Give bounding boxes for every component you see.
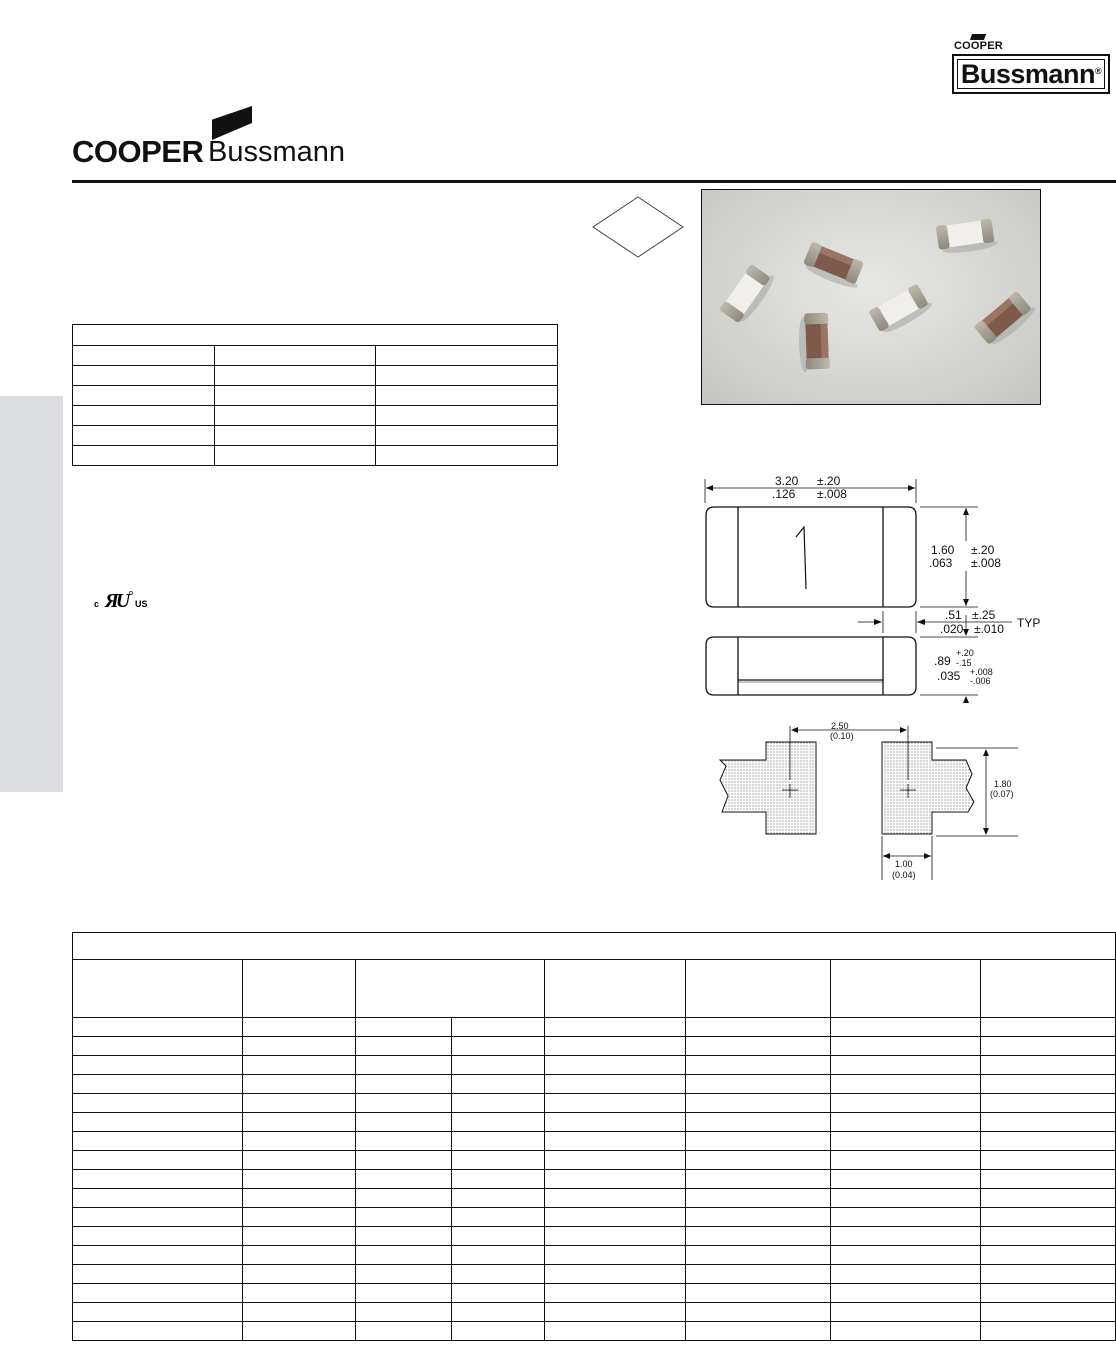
- table-cell: [686, 1037, 831, 1056]
- ul-us-text: US: [135, 599, 148, 609]
- table-cell: [686, 1132, 831, 1151]
- length-mm-tol: ±.20: [817, 475, 841, 488]
- column-header: [73, 960, 243, 1018]
- table-cell: [981, 1189, 1116, 1208]
- table-cell: [545, 1018, 686, 1037]
- table-row: [73, 1227, 1116, 1246]
- table-cell: [356, 1246, 452, 1265]
- table-header-cell: [73, 325, 558, 346]
- table-cell: [356, 1094, 452, 1113]
- table-cell: [243, 1151, 356, 1170]
- table-cell: [831, 1303, 981, 1322]
- table-cell: [686, 1113, 831, 1132]
- logo-cooper-text: COOPER: [72, 134, 204, 169]
- table-cell: [73, 1208, 243, 1227]
- pad-layout-drawing: [716, 718, 1026, 884]
- badge-bussmann-text: Bussmann: [960, 58, 1095, 89]
- table-row: [73, 1113, 1116, 1132]
- table-cell: [73, 1151, 243, 1170]
- table-cell: [356, 1151, 452, 1170]
- table-cell: [686, 1265, 831, 1284]
- length-in: .126: [772, 487, 796, 501]
- table-cell: [73, 1303, 243, 1322]
- table-cell: [356, 1227, 452, 1246]
- height-in: .035: [937, 669, 961, 683]
- table-cell: [243, 1265, 356, 1284]
- terminal-in: .020: [940, 622, 964, 636]
- table-row: [73, 366, 558, 386]
- table-cell: [356, 1208, 452, 1227]
- table-cell: [376, 346, 558, 366]
- table-cell: [831, 1018, 981, 1037]
- table-cell: [831, 1322, 981, 1341]
- table-cell: [686, 1227, 831, 1246]
- table-cell: [452, 1094, 545, 1113]
- pad-spacing-in: (0.10): [830, 731, 854, 741]
- table-cell: [452, 1056, 545, 1075]
- table-row: [73, 1037, 1116, 1056]
- table-header-row: [73, 325, 558, 346]
- table-cell: [981, 1037, 1116, 1056]
- table-cell: [73, 426, 215, 446]
- table-cell: [686, 1151, 831, 1170]
- table-row: [73, 426, 558, 446]
- table-cell: [356, 1037, 452, 1056]
- pad-height-in: (0.07): [990, 789, 1014, 799]
- table-cell: [452, 1303, 545, 1322]
- column-header: [831, 960, 981, 1018]
- table-cell: [452, 1132, 545, 1151]
- table-cell: [73, 406, 215, 426]
- table-cell: [545, 1303, 686, 1322]
- table-cell: [452, 1170, 545, 1189]
- table-cell: [831, 1113, 981, 1132]
- table-cell: [452, 1322, 545, 1341]
- table-cell: [686, 1075, 831, 1094]
- table-cell: [243, 1075, 356, 1094]
- table-cell: [356, 1322, 452, 1341]
- table-cell: [376, 386, 558, 406]
- table-cell: [73, 1094, 243, 1113]
- table-cell: [376, 426, 558, 446]
- table-cell: [215, 366, 376, 386]
- table-row: [73, 1151, 1116, 1170]
- table-cell: [686, 1094, 831, 1113]
- table-cell: [981, 1284, 1116, 1303]
- badge-inner: [957, 59, 1105, 89]
- table-cell: [831, 1208, 981, 1227]
- table-cell: [981, 1056, 1116, 1075]
- table-cell: [452, 1189, 545, 1208]
- diamond-marker-icon: [592, 196, 684, 258]
- table-cell: [452, 1151, 545, 1170]
- table-cell: [981, 1303, 1116, 1322]
- table-row: [73, 1189, 1116, 1208]
- table-header-row: [73, 960, 1116, 1018]
- specifications-table: [72, 324, 558, 466]
- table-cell: [686, 1284, 831, 1303]
- table-cell: [545, 1151, 686, 1170]
- table-cell: [686, 1170, 831, 1189]
- header-rule: [72, 180, 1116, 183]
- table-row: [73, 1075, 1116, 1094]
- ul-c-text: c: [94, 599, 100, 609]
- table-cell: [831, 1132, 981, 1151]
- table-row: [73, 1208, 1116, 1227]
- table-cell: [452, 1284, 545, 1303]
- table-cell: [981, 1322, 1116, 1341]
- table-cell: [356, 1132, 452, 1151]
- table-cell: [545, 1037, 686, 1056]
- table-cell: [243, 1056, 356, 1075]
- table-cell: [981, 1018, 1116, 1037]
- badge-box: [952, 54, 1110, 94]
- table-cell: [73, 1056, 243, 1075]
- table-row: [73, 1322, 1116, 1341]
- product-photo: [701, 189, 1041, 405]
- table-cell: [215, 346, 376, 366]
- table-cell: [356, 1189, 452, 1208]
- table-cell: [356, 1170, 452, 1189]
- table-cell: [981, 1132, 1116, 1151]
- table-cell: [831, 1189, 981, 1208]
- length-mm: 3.20: [775, 475, 799, 488]
- table-cell: [356, 1113, 452, 1132]
- height-mm: .89: [934, 654, 951, 668]
- width-in-tol: ±.008: [971, 556, 1001, 570]
- table-cell: [73, 1246, 243, 1265]
- table-cell: [73, 446, 215, 466]
- table-cell: [73, 1132, 243, 1151]
- table-cell: [243, 1303, 356, 1322]
- table-cell: [243, 1189, 356, 1208]
- table-cell: [452, 1246, 545, 1265]
- table-cell: [545, 1056, 686, 1075]
- table-cell: [243, 1208, 356, 1227]
- table-cell: [686, 1208, 831, 1227]
- table-cell: [831, 1094, 981, 1113]
- height-in-tol-minus: -.006: [970, 676, 991, 686]
- table-cell: [981, 1246, 1116, 1265]
- table-cell: [452, 1037, 545, 1056]
- logo-slash-mark: [212, 106, 252, 140]
- table-cell: [452, 1113, 545, 1132]
- table-title-row: [73, 933, 1116, 960]
- table-row: [73, 346, 558, 366]
- table-cell: [452, 1227, 545, 1246]
- length-in-tol: ±.008: [817, 487, 847, 501]
- table-cell: [73, 1284, 243, 1303]
- table-cell: [545, 1284, 686, 1303]
- table-cell: [831, 1037, 981, 1056]
- table-cell: [545, 1322, 686, 1341]
- table-cell: [215, 426, 376, 446]
- table-cell: [452, 1018, 545, 1037]
- column-header: [356, 960, 545, 1018]
- table-row: [73, 1303, 1116, 1322]
- table-cell: [73, 346, 215, 366]
- table-cell: [545, 1189, 686, 1208]
- table-cell: [452, 1075, 545, 1094]
- table-cell: [215, 386, 376, 406]
- table-cell: [452, 1265, 545, 1284]
- table-row: [73, 446, 558, 466]
- bussmann-badge-logo: [952, 40, 1112, 96]
- table-cell: [356, 1018, 452, 1037]
- table-cell: [545, 1094, 686, 1113]
- table-cell: [545, 1113, 686, 1132]
- column-header: [545, 960, 686, 1018]
- table-cell: [545, 1265, 686, 1284]
- table-cell: [243, 1132, 356, 1151]
- table-cell: [686, 1189, 831, 1208]
- table-cell: [73, 1189, 243, 1208]
- table-row: [73, 1132, 1116, 1151]
- terminal-in-tol: ±.010: [974, 622, 1004, 636]
- table-row: [73, 1094, 1116, 1113]
- table-cell: [243, 1113, 356, 1132]
- table-cell: [73, 1113, 243, 1132]
- width-in: .063: [929, 556, 953, 570]
- table-cell: [73, 1322, 243, 1341]
- table-cell: [73, 1037, 243, 1056]
- table-cell: [73, 1018, 243, 1037]
- pad-width-in: (0.04): [892, 870, 916, 880]
- column-header: [243, 960, 356, 1018]
- height-in-tol-plus: +.008: [970, 667, 993, 677]
- table-cell: [686, 1303, 831, 1322]
- table-cell: [981, 1094, 1116, 1113]
- terminal-typ: TYP: [1017, 616, 1041, 630]
- table-row: [73, 1265, 1116, 1284]
- cooper-bussmann-logo: [72, 104, 372, 168]
- ul-recognized-icon: [93, 588, 157, 612]
- table-cell: [981, 1265, 1116, 1284]
- table-cell: [243, 1322, 356, 1341]
- table-cell: [981, 1113, 1116, 1132]
- table-cell: [981, 1151, 1116, 1170]
- height-mm-tol-minus: -.15: [956, 658, 972, 668]
- table-cell: [831, 1284, 981, 1303]
- badge-cooper-text: COOPER: [954, 40, 1003, 52]
- badge-registered-mark: ®: [1094, 66, 1102, 76]
- table-cell: [243, 1246, 356, 1265]
- table-cell: [452, 1208, 545, 1227]
- table-cell: [356, 1075, 452, 1094]
- column-header: [686, 960, 831, 1018]
- table-cell: [981, 1075, 1116, 1094]
- table-title-cell: [73, 933, 1116, 960]
- logo-bussmann-text: Bussmann: [208, 136, 346, 168]
- table-cell: [686, 1056, 831, 1075]
- pad-width-mm: 1.00: [895, 859, 913, 869]
- table-cell: [981, 1208, 1116, 1227]
- table-cell: [73, 1265, 243, 1284]
- table-cell: [981, 1227, 1116, 1246]
- table-cell: [831, 1246, 981, 1265]
- table-cell: [73, 1227, 243, 1246]
- table-cell: [356, 1303, 452, 1322]
- table-cell: [981, 1170, 1116, 1189]
- table-row: [73, 1056, 1116, 1075]
- table-cell: [243, 1094, 356, 1113]
- terminal-mm-tol: ±.25: [972, 608, 996, 622]
- smd-fuse-chips-image: [702, 190, 1041, 405]
- table-row: [73, 1018, 1116, 1037]
- table-cell: [831, 1075, 981, 1094]
- pad-spacing-mm: 2.50: [831, 721, 849, 731]
- table-cell: [215, 406, 376, 426]
- width-mm: 1.60: [931, 543, 955, 557]
- table-cell: [243, 1018, 356, 1037]
- table-cell: [831, 1056, 981, 1075]
- width-mm-tol: ±.20: [971, 543, 995, 557]
- table-cell: [831, 1227, 981, 1246]
- table-cell: [831, 1151, 981, 1170]
- table-cell: [73, 1075, 243, 1094]
- svg-text:ЯU: ЯU: [105, 590, 128, 612]
- catalog-numbers-table: [72, 932, 1116, 1341]
- table-cell: [73, 386, 215, 406]
- table-cell: [831, 1265, 981, 1284]
- table-cell: [686, 1322, 831, 1341]
- table-cell: [686, 1018, 831, 1037]
- table-cell: [376, 446, 558, 466]
- table-cell: [356, 1056, 452, 1075]
- table-cell: [243, 1227, 356, 1246]
- table-row: [73, 1170, 1116, 1189]
- table-cell: [215, 446, 376, 466]
- table-cell: [73, 366, 215, 386]
- column-header: [981, 960, 1116, 1018]
- pad-height-mm: 1.80: [994, 779, 1012, 789]
- table-cell: [243, 1170, 356, 1189]
- table-row: [73, 406, 558, 426]
- table-cell: [686, 1246, 831, 1265]
- table-cell: [545, 1170, 686, 1189]
- table-row: [73, 386, 558, 406]
- table-cell: [545, 1208, 686, 1227]
- table-cell: [376, 406, 558, 426]
- table-cell: [545, 1246, 686, 1265]
- table-cell: [243, 1284, 356, 1303]
- terminal-mm: .51: [945, 608, 962, 622]
- table-cell: [831, 1170, 981, 1189]
- side-section-tab: [0, 396, 63, 792]
- table-cell: [243, 1037, 356, 1056]
- table-cell: [545, 1075, 686, 1094]
- table-cell: [356, 1284, 452, 1303]
- table-cell: [376, 366, 558, 386]
- dimension-drawing: [700, 475, 1046, 705]
- height-mm-tol-plus: +.20: [956, 648, 974, 658]
- table-cell: [545, 1227, 686, 1246]
- table-row: [73, 1246, 1116, 1265]
- table-cell: [356, 1265, 452, 1284]
- table-cell: [545, 1132, 686, 1151]
- table-row: [73, 1284, 1116, 1303]
- table-cell: [73, 1170, 243, 1189]
